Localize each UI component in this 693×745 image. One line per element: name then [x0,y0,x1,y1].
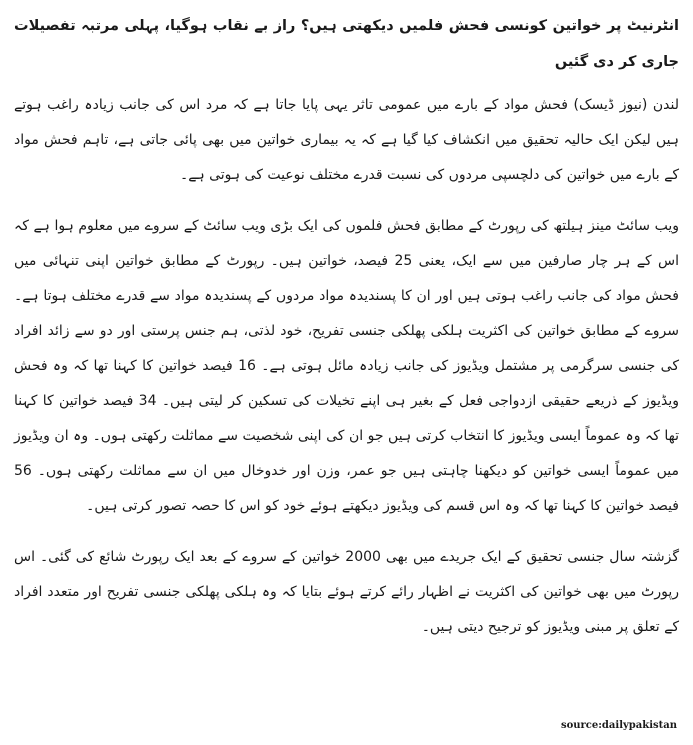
source-credit: source:dailypakistan [560,720,677,731]
article-paragraph-3: گزشتہ سال جنسی تحقیق کے ایک جریدے میں بھی 2000 خواتین کے سروے کے بعد ایک رپورٹ شائع کی گئی۔ اس رپورٹ میں بھی خواتین کی اکثریت نے اظہار رائے کرتے ہوئے بتایا کہ وہ ہلکی پھلکی جنسی تفریح اور متعدد افراد کے تعلق پر مبنی ویڈیوز کو ترجیح دیتی ہیں۔ [14,549,679,635]
article-paragraph-2: ویب سائٹ مینز ہیلتھ کی رپورٹ کے مطابق فحش فلموں کی ایک بڑی ویب سائٹ کے سروے میں معلوم ہوا ہے کہ اس کے ہر چار صارفین میں سے ایک، یعنی 25 فیصد، خواتین ہیں۔ رپورٹ کے مطابق خواتین اپنی تنہائی میں فحش مواد کی جانب راغب ہوتی ہیں اور ان کا پسندیدہ مواد مردوں کے پسندیدہ مواد سے قدرے مختلف ہوتا ہے۔ سروے کے مطابق خواتین کی اکثریت ہلکی پھلکی جنسی تفریح، خود لذتی، ہم جنس پرستی اور دو سے زائد افراد کی جنسی سرگرمی پر مشتمل ویڈیوز کی جانب زیادہ مائل ہوتی ہے۔ 16 فیصد خواتین کا کہنا تھا کہ وہ فحش ویڈیوز کے ذریعے حقیقی ازدواجی فعل کے بغیر ہی اپنے تخیلات کی تسکین کر لیتی ہیں۔ 34 فیصد خواتین کا کہنا تھا کہ وہ عموماً ایسی ویڈیوز کا انتخاب کرتی ہیں جو ان کی اپنی شخصیت سے مماثلت رکھتی ہوں۔ وہ ان ویڈیوز میں عموماً ایسی خواتین کو دیکھنا چاہتی ہیں جو عمر، وزن اور خدوخال میں ان سے مماثلت رکھتی ہوں۔ 56 فیصد خواتین کا کہنا تھا کہ وہ اس قسم کی ویڈیوز دیکھتے ہوئے خود کو اس کا حصہ تصور کرتی ہیں۔ [14,218,679,514]
article-headline: انٹرنیٹ پر خواتین کونسی فحش فلمیں دیکھتی ہیں؟ راز بے نقاب ہوگیا، پہلی مرتبہ تفصیلات جاری کر دی گئیں [14,18,679,70]
article-paragraph-1: لندن (نیوز ڈیسک) فحش مواد کے بارے میں عمومی تاثر یہی پایا جاتا ہے کہ مرد اس کی جانب زیادہ راغب ہوتے ہیں لیکن ایک حالیہ تحقیق میں انکشاف کیا گیا ہے کہ یہ بیماری خواتین میں بھی پائی جاتی ہے، تاہم فحش مواد کے بارے میں خواتین کی دلچسپی مردوں کی نسبت قدرے مختلف نوعیت کی ہوتی ہے۔ [14,97,679,183]
